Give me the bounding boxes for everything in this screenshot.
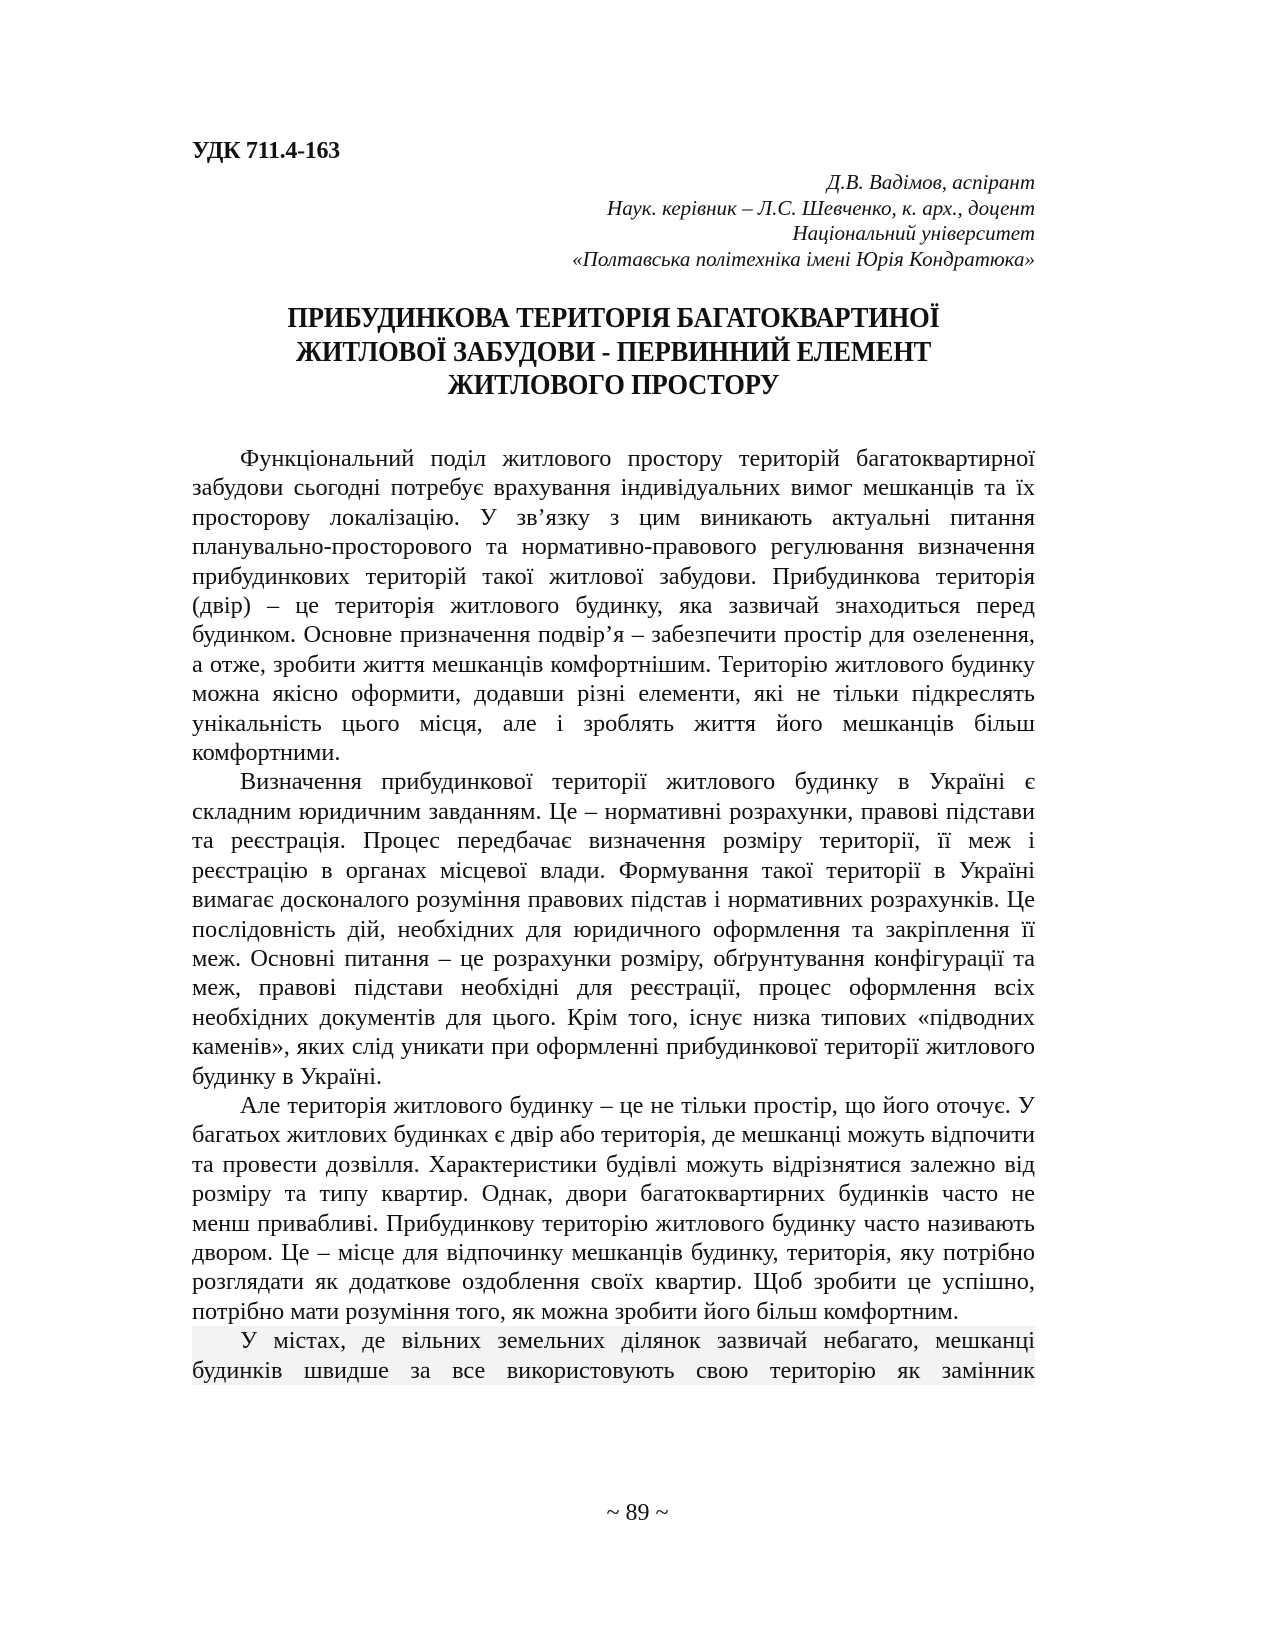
- supervisor: Наук. керівник – Л.С. Шевченко, к. арх., доцент: [607, 195, 1035, 220]
- paragraph: У містах, де вільних земельних ділянок зазвичай небагато, мешканці будинків швидше за все використовують свою територію як замінник: [192, 1327, 1035, 1384]
- title-line: ЖИТЛОВОГО ПРОСТОРУ: [447, 370, 780, 401]
- university-name: «Полтавська політехніка імені Юрія Кондратюка»: [572, 246, 1035, 271]
- author-name: Д.В. Вадімов, аспірант: [827, 170, 1035, 194]
- title-line: ПРИБУДИНКОВА ТЕРИТОРІЯ БАГАТОКВАРТИНОЇ: [287, 303, 940, 334]
- paragraph: Але територія житлового будинку – це не тільки простір, що його оточує. У багатьох житлових будинках є двір або територія, де мешканці можуть відпочити та провести дозвілля. Характеристики будівлі можуть відрізнятися залежно від розміру та типу квартир. Однак, двори багатоквартирних будинків часто не менш привабливі. Прибудинкову територію житлового будинку часто називають двором. Це – місце для відпочинку мешканців будинку, територія, яку потрібно розглядати як додаткове оздоблення своїх квартир. Щоб зробити це успішно, потрібно мати розуміння того, як можна зробити його більш комфортним.: [192, 1091, 1035, 1325]
- article-body: [192, 444, 1035, 1385]
- university: Національний університет: [792, 221, 1035, 245]
- author-block: [572, 170, 1035, 272]
- page-number: ~ 89 ~: [606, 1500, 669, 1526]
- paragraph: Функціональний поділ житлового простору територій багатоквартирної забудови сьогодні потребує врахування індивідуальних вимог мешканців та їх просторову локалізацію. У зв’язку з цим виникають актуальні питання планувально-просторового та нормативно-правового регулювання визначення прибудинкових територій такої житлової забудови. Прибудинкова територія (двір) – це територія житлового будинку, яка зазвичай знаходиться перед будинком. Основне призначення подвір’я – забезпечити простір для озеленення, а отже, зробити життя мешканців комфортнішим. Територію житлового будинку можна якісно оформити, додавши різні елементи, які не тільки підкреслять унікальність цього місця, але і зроблять життя його мешканців більш комфортними.: [192, 445, 1035, 767]
- article-title: [222, 302, 1006, 403]
- udk-code: УДК 711.4-163: [192, 138, 340, 164]
- title-line: ЖИТЛОВОЇ ЗАБУДОВИ - ПЕРВИННИЙ ЕЛЕМЕНТ: [295, 336, 932, 368]
- paragraph: Визначення прибудинкової території житлового будинку в Україні є складним юридичним завданням. Це – нормативні розрахунки, правові підстави та реєстрація. Процес передбачає визначення розміру території, її меж і реєстрацію в органах місцевої влади. Формування такої території в Україні вимагає досконалого розуміння правових підстав і нормативних розрахунків. Це послідовність дій, необхідних для юридичного оформлення та закріплення її меж. Основні питання – це розрахунки розміру, обґрунтування конфігурації та меж, правові підстави необхідні для реєстрації, процес оформлення всіх необхідних документів для цього. Крім того, існує низка типових «підводних каменів», яких слід уникати при оформленні прибудинкової території житлового будинку в Україні.: [192, 768, 1035, 1090]
